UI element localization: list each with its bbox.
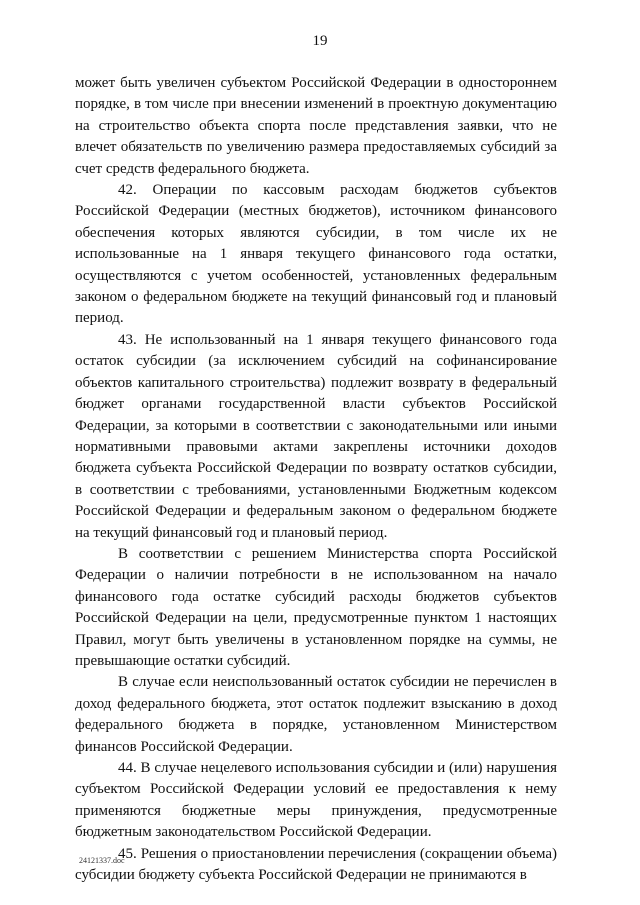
paragraph-continuation: может быть увеличен субъектом Российской Федерации в одностороннем порядке, в том числе при внесении изменений в проектную документацию на строительство объекта спорта после представления заявки, что не влечет обязательств по увеличению размера предоставляемых субсидий за счет средств федерального бюджета. [75,75,557,177]
paragraph-45: 45. Решения о приостановлении перечисления (сокращении объема) субсидии бюджету субъекта Российской Федерации не принимаются в [75,845,557,884]
document-file-id: 24121337.doc [79,856,125,865]
document-body [75,73,557,886]
paragraph-42: 42. Операции по кассовым расходам бюджетов субъектов Российской Федерации (местных бюджетов), источником финансового обеспечения которых являются субсидии, в том числе их не использованные на 1 января текущего финансового года остатки, осуществляются с учетом особенностей, установленных федеральным законом о федеральном бюджете на текущий финансовый год и плановый период. [75,182,557,327]
paragraph-43-unreturned-balance: В случае если неиспользованный остаток субсидии не перечислен в доход федерального бюджета, этот остаток подлежит взысканию в доход федерального бюджета в порядке, установленном Министерством финансов Российской Федерации. [75,674,557,755]
paragraph-43-sport-ministry: В соответствии с решением Министерства спорта Российской Федерации о наличии потребности в не использованном на начало финансового года остатке субсидий расходы бюджетов субъектов Российской Федерации на цели, предусмотренные пунктом 1 настоящих Правил, могут быть увеличены в установленном порядке на суммы, не превышающие остатки субсидий. [75,545,557,669]
paragraph-43: 43. Не использованный на 1 января текущего финансового года остаток субсидии (за исключением субсидий на софинансирование объектов капитального строительства) подлежит возврату в федеральный бюджет органами государственной власти субъектов Российской Федерации, за которыми в соответствии с законодательными или иными нормативными правовыми актами закреплены источники доходов бюджета субъекта Российской Федерации по возврату остатков субсидии, в соответствии с требованиями, установленными Бюджетным кодексом Российской Федерации и федеральным законом о федеральном бюджете на текущий финансовый год и плановый период. [75,331,557,541]
paragraph-44: 44. В случае нецелевого использования субсидии и (или) нарушения субъектом Российской Федерации условий ее предоставления к нему применяются бюджетные меры принуждения, предусмотренные бюджетным законодательством Российской Федерации. [75,760,557,841]
page-number: 19 [312,33,328,49]
